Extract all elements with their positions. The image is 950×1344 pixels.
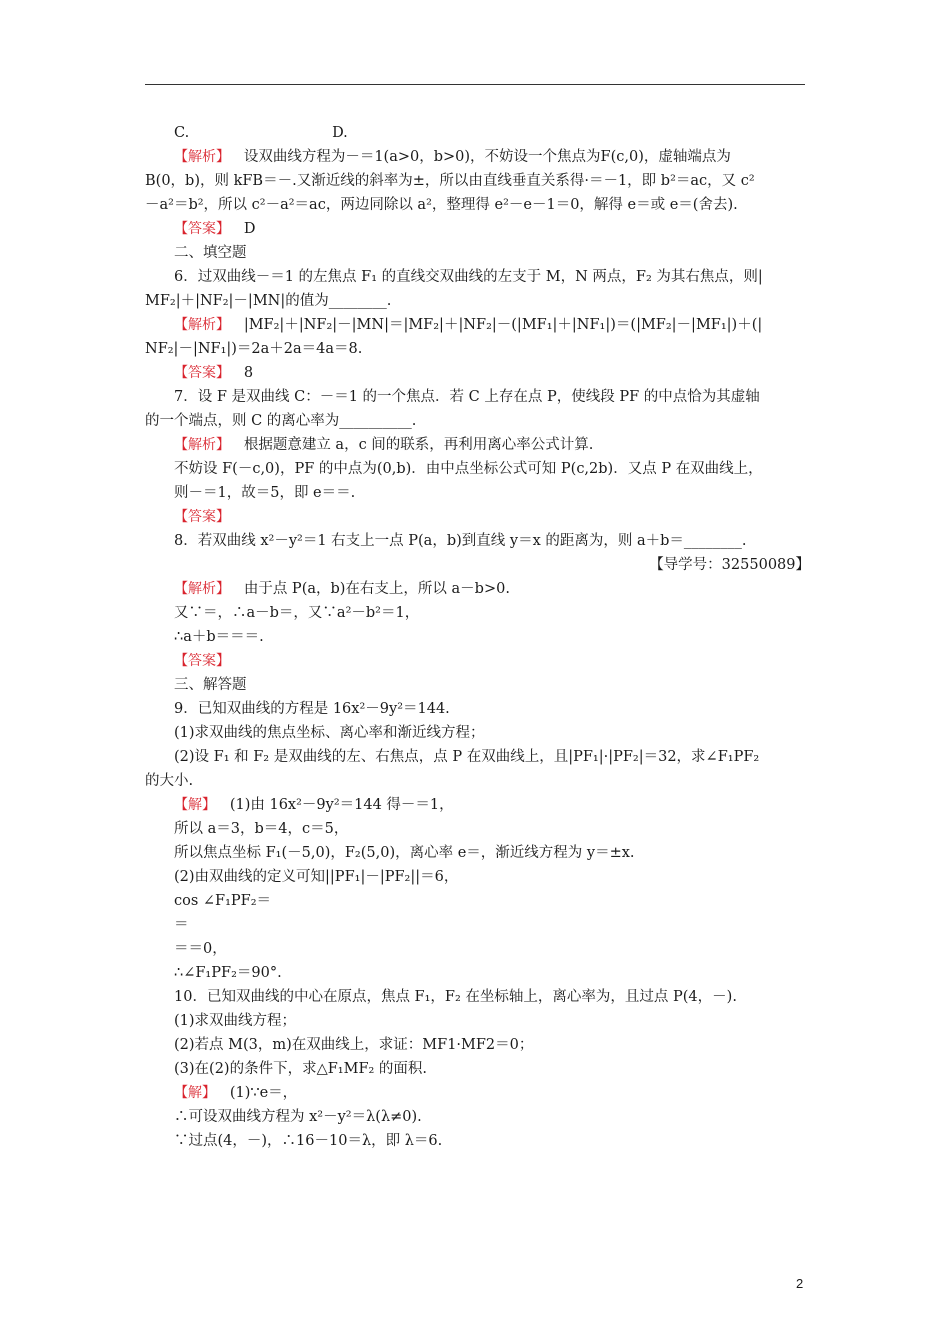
header-rule <box>145 84 805 85</box>
text-line <box>145 745 810 769</box>
line-text: B(0，b)，则 kFB＝－.又渐近线的斜率为±，所以由直线垂直关系得·＝－1，即 b²＝ac，又 c² <box>145 173 755 189</box>
line-text: ∴可设双曲线方程为 x²－y²＝λ(λ≠0). <box>174 1109 422 1125</box>
text-line <box>145 865 810 889</box>
section-tag: 【解析】 <box>174 317 230 333</box>
text-line <box>145 697 810 721</box>
text-line <box>145 529 810 553</box>
section-tag: 【解】 <box>174 797 216 813</box>
text-line <box>145 961 810 985</box>
line-text: D <box>230 221 256 237</box>
text-line <box>145 481 810 505</box>
line-text: 设双曲线方程为－＝1(a>0，b>0)，不妨设一个焦点为F(c,0)，虚轴端点为 <box>230 149 731 165</box>
line-text: 7．设 F 是双曲线 C：－＝1 的一个焦点．若 C 上存在点 P，使线段 PF 的中点恰为其虚轴 <box>174 389 760 405</box>
text-line <box>145 1009 810 1033</box>
line-text: 6．过双曲线－＝1 的左焦点 F₁ 的直线交双曲线的左支于 M，N 两点，F₂ 为其右焦点，则| <box>174 269 763 285</box>
line-text: 根据题意建立 a，c 间的联系，再利用离心率公式计算. <box>230 437 594 453</box>
text-line <box>145 721 810 745</box>
line-text: (1)求双曲线方程； <box>174 1013 297 1029</box>
text-line <box>145 601 810 625</box>
line-text: (2)由双曲线的定义可知||PF₁|－|PF₂||＝6， <box>174 869 459 885</box>
text-line <box>145 169 810 193</box>
section-tag: 【解】 <box>174 1085 216 1101</box>
line-text: ∴a＋b＝＝＝. <box>174 629 264 645</box>
text-line <box>145 385 810 409</box>
text-line <box>145 289 810 313</box>
line-text: 二、填空题 <box>174 245 247 261</box>
line-text: (1)由 16x²－9y²＝144 得－＝1， <box>216 797 454 813</box>
section-tag: 【解析】 <box>174 437 230 453</box>
text-line <box>145 937 810 961</box>
text-line <box>145 265 810 289</box>
text-line <box>145 121 810 145</box>
line-text: 不妨设 F(－c,0)，PF 的中点为(0,b)．由中点坐标公式可知 P(c,2b)．又点 P 在双曲线上， <box>174 461 763 477</box>
line-text: C. D. <box>174 125 348 141</box>
line-text: (2)设 F₁ 和 F₂ 是双曲线的左、右焦点，点 P 在双曲线上，且|PF₁|·|PF₂|＝32，求∠F₁PF₂ <box>174 749 760 765</box>
line-text: 8 <box>230 365 254 381</box>
line-text: 的大小. <box>145 773 194 789</box>
text-line <box>145 769 810 793</box>
line-text: －a²＝b²，所以 c²－a²＝ac，两边同除以 a²，整理得 e²－e－1＝0，解得 e＝或 e＝(舍去). <box>145 197 738 213</box>
text-line <box>145 361 810 385</box>
text-line <box>145 649 810 673</box>
line-text: |MF₂|＋|NF₂|－|MN|＝|MF₂|＋|NF₂|－(|MF₁|＋|NF₁|)＝(|MF₂|－|MF₁|)＋(| <box>230 317 763 333</box>
text-line <box>145 241 810 265</box>
line-text: 三、解答题 <box>174 677 247 693</box>
line-text: 则－＝1，故＝5，即 e＝＝. <box>174 485 356 501</box>
line-text: 10．已知双曲线的中心在原点，焦点 F₁，F₂ 在坐标轴上，离心率为，且过点 P(4，－). <box>174 989 737 1005</box>
text-line <box>145 145 810 169</box>
line-text: 所以 a＝3，b＝4，c＝5， <box>174 821 349 837</box>
line-text: 所以焦点坐标 F₁(－5,0)，F₂(5,0)，离心率 e＝，渐近线方程为 y＝±x. <box>174 845 635 861</box>
line-text: 9．已知双曲线的方程是 16x²－9y²＝144. <box>174 701 450 717</box>
line-text: NF₂|－|NF₁|)＝2a＋2a＝4a＝8. <box>145 341 363 357</box>
section-tag: 【解析】 <box>174 149 230 165</box>
line-text: 【导学号：32550089】 <box>649 557 810 573</box>
line-text: (3)在(2)的条件下，求△F₁MF₂ 的面积. <box>174 1061 428 1077</box>
text-line <box>145 625 810 649</box>
line-text: 8．若双曲线 x²－y²＝1 右支上一点 P(a，b)到直线 y＝x 的距离为，则 a＋b＝________. <box>174 533 747 549</box>
text-line <box>145 793 810 817</box>
text-line <box>145 1033 810 1057</box>
section-tag: 【答案】 <box>174 509 230 525</box>
line-text: ＝ <box>174 917 189 933</box>
text-line <box>145 985 810 1009</box>
line-text: 又∵＝，∴a－b＝，又∵a²－b²＝1， <box>174 605 420 621</box>
text-line <box>145 409 810 433</box>
line-text: (1)求双曲线的焦点坐标、离心率和渐近线方程； <box>174 725 485 741</box>
line-text: MF₂|＋|NF₂|－|MN|的值为________. <box>145 293 392 309</box>
text-line <box>145 1129 810 1153</box>
text-line <box>145 673 810 697</box>
text-line <box>145 337 810 361</box>
text-line <box>145 1105 810 1129</box>
line-text: (1)∵e＝， <box>216 1085 298 1101</box>
line-text: ＝＝0， <box>174 941 227 957</box>
section-tag: 【答案】 <box>174 653 230 669</box>
text-line <box>145 217 810 241</box>
text-line <box>145 817 810 841</box>
line-text: ∴∠F₁PF₂＝90°. <box>174 965 282 981</box>
text-line <box>145 193 810 217</box>
text-line <box>145 457 810 481</box>
line-text: ∵过点(4，－)，∴16－10＝λ，即 λ＝6. <box>174 1133 443 1149</box>
line-text: (2)若点 M(3，m)在双曲线上，求证：MF1·MF2＝0； <box>174 1037 534 1053</box>
text-line <box>145 1081 810 1105</box>
text-line <box>145 889 810 913</box>
text-line <box>145 577 810 601</box>
text-line <box>145 1057 810 1081</box>
document-body <box>145 121 810 1153</box>
text-line <box>145 433 810 457</box>
section-tag: 【答案】 <box>174 365 230 381</box>
text-line <box>145 313 810 337</box>
text-line <box>145 553 810 577</box>
text-line <box>145 841 810 865</box>
line-text: 的一个端点，则 C 的离心率为__________. <box>145 413 417 429</box>
text-line <box>145 913 810 937</box>
text-line <box>145 505 810 529</box>
section-tag: 【解析】 <box>174 581 230 597</box>
section-tag: 【答案】 <box>174 221 230 237</box>
line-text: 由于点 P(a，b)在右支上，所以 a－b>0. <box>230 581 510 597</box>
page-number: 2 <box>796 1276 804 1291</box>
line-text: cos ∠F₁PF₂＝ <box>174 893 272 909</box>
